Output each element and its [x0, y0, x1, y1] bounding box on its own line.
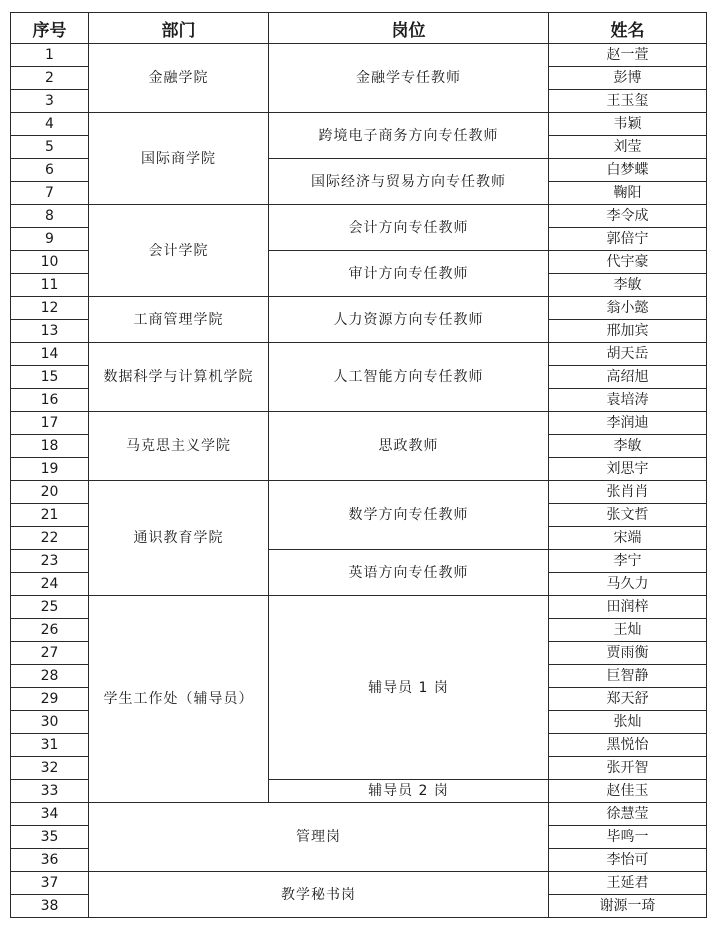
name-cell: 代宇豪 [549, 251, 707, 274]
name-cell: 白梦蝶 [549, 159, 707, 182]
department-cell: 会计学院 [89, 205, 269, 297]
row-number: 4 [11, 113, 89, 136]
row-number: 2 [11, 67, 89, 90]
header-name: 姓名 [549, 13, 707, 44]
row-number: 1 [11, 44, 89, 67]
name-cell: 郭倍宁 [549, 228, 707, 251]
position-cell: 审计方向专任教师 [269, 251, 549, 297]
name-cell: 张开智 [549, 757, 707, 780]
row-number: 33 [11, 780, 89, 803]
position-cell: 人工智能方向专任教师 [269, 343, 549, 412]
row-number: 30 [11, 711, 89, 734]
name-cell: 刘莹 [549, 136, 707, 159]
position-cell: 国际经济与贸易方向专任教师 [269, 159, 549, 205]
header-no: 序号 [11, 13, 89, 44]
row-number: 34 [11, 803, 89, 826]
name-cell: 韦颖 [549, 113, 707, 136]
row-number: 16 [11, 389, 89, 412]
name-cell: 李怡可 [549, 849, 707, 872]
department-cell: 金融学院 [89, 44, 269, 113]
name-cell: 翁小懿 [549, 297, 707, 320]
name-cell: 李令成 [549, 205, 707, 228]
row-number: 38 [11, 895, 89, 918]
position-cell: 金融学专任教师 [269, 44, 549, 113]
name-cell: 徐慧莹 [549, 803, 707, 826]
row-number: 14 [11, 343, 89, 366]
position-cell: 辅导员 1 岗 [269, 596, 549, 780]
row-number: 31 [11, 734, 89, 757]
table-row [11, 113, 707, 136]
name-cell: 鞠阳 [549, 182, 707, 205]
row-number: 32 [11, 757, 89, 780]
name-cell: 胡天岳 [549, 343, 707, 366]
table-row [11, 596, 707, 619]
row-number: 22 [11, 527, 89, 550]
row-number: 6 [11, 159, 89, 182]
position-cell: 辅导员 2 岗 [269, 780, 549, 803]
department-cell: 马克思主义学院 [89, 412, 269, 481]
row-number: 19 [11, 458, 89, 481]
row-number: 23 [11, 550, 89, 573]
table-row [11, 803, 707, 826]
row-number: 12 [11, 297, 89, 320]
row-number: 17 [11, 412, 89, 435]
name-cell: 张灿 [549, 711, 707, 734]
row-number: 37 [11, 872, 89, 895]
row-number: 24 [11, 573, 89, 596]
header-dept: 部门 [89, 13, 269, 44]
name-cell: 张肖肖 [549, 481, 707, 504]
name-cell: 邢加宾 [549, 320, 707, 343]
row-number: 18 [11, 435, 89, 458]
name-cell: 郑天舒 [549, 688, 707, 711]
table-row [11, 412, 707, 435]
table-row [11, 205, 707, 228]
row-number: 29 [11, 688, 89, 711]
name-cell: 张文哲 [549, 504, 707, 527]
position-cell: 会计方向专任教师 [269, 205, 549, 251]
name-cell: 赵一萱 [549, 44, 707, 67]
name-cell: 黑悦怡 [549, 734, 707, 757]
name-cell: 巨智静 [549, 665, 707, 688]
header-row [11, 13, 707, 44]
department-cell: 通识教育学院 [89, 481, 269, 596]
position-cell: 思政教师 [269, 412, 549, 481]
name-cell: 贾雨衡 [549, 642, 707, 665]
row-number: 10 [11, 251, 89, 274]
row-number: 26 [11, 619, 89, 642]
table-row [11, 872, 707, 895]
row-number: 11 [11, 274, 89, 297]
staff-table [10, 12, 707, 918]
name-cell: 王延君 [549, 872, 707, 895]
table-row [11, 297, 707, 320]
name-cell: 马久力 [549, 573, 707, 596]
row-number: 15 [11, 366, 89, 389]
row-number: 25 [11, 596, 89, 619]
table-row [11, 44, 707, 67]
name-cell: 刘思宇 [549, 458, 707, 481]
row-number: 8 [11, 205, 89, 228]
row-number: 3 [11, 90, 89, 113]
row-number: 35 [11, 826, 89, 849]
row-number: 5 [11, 136, 89, 159]
header-post: 岗位 [269, 13, 549, 44]
row-number: 27 [11, 642, 89, 665]
merged-position-cell: 教学秘书岗 [89, 872, 549, 918]
name-cell: 王玉玺 [549, 90, 707, 113]
name-cell: 高绍旭 [549, 366, 707, 389]
department-cell: 工商管理学院 [89, 297, 269, 343]
name-cell: 宋端 [549, 527, 707, 550]
row-number: 20 [11, 481, 89, 504]
name-cell: 李润迪 [549, 412, 707, 435]
row-number: 28 [11, 665, 89, 688]
row-number: 9 [11, 228, 89, 251]
name-cell: 王灿 [549, 619, 707, 642]
row-number: 36 [11, 849, 89, 872]
row-number: 13 [11, 320, 89, 343]
row-number: 7 [11, 182, 89, 205]
merged-position-cell: 管理岗 [89, 803, 549, 872]
table-row [11, 343, 707, 366]
name-cell: 李敏 [549, 435, 707, 458]
department-cell: 学生工作处（辅导员） [89, 596, 269, 803]
name-cell: 田润梓 [549, 596, 707, 619]
name-cell: 袁培涛 [549, 389, 707, 412]
name-cell: 彭博 [549, 67, 707, 90]
name-cell: 李敏 [549, 274, 707, 297]
position-cell: 跨境电子商务方向专任教师 [269, 113, 549, 159]
position-cell: 数学方向专任教师 [269, 481, 549, 550]
name-cell: 毕鸣一 [549, 826, 707, 849]
name-cell: 谢源一琦 [549, 895, 707, 918]
department-cell: 数据科学与计算机学院 [89, 343, 269, 412]
row-number: 21 [11, 504, 89, 527]
table-row [11, 481, 707, 504]
name-cell: 李宁 [549, 550, 707, 573]
position-cell: 人力资源方向专任教师 [269, 297, 549, 343]
department-cell: 国际商学院 [89, 113, 269, 205]
position-cell: 英语方向专任教师 [269, 550, 549, 596]
name-cell: 赵佳玉 [549, 780, 707, 803]
